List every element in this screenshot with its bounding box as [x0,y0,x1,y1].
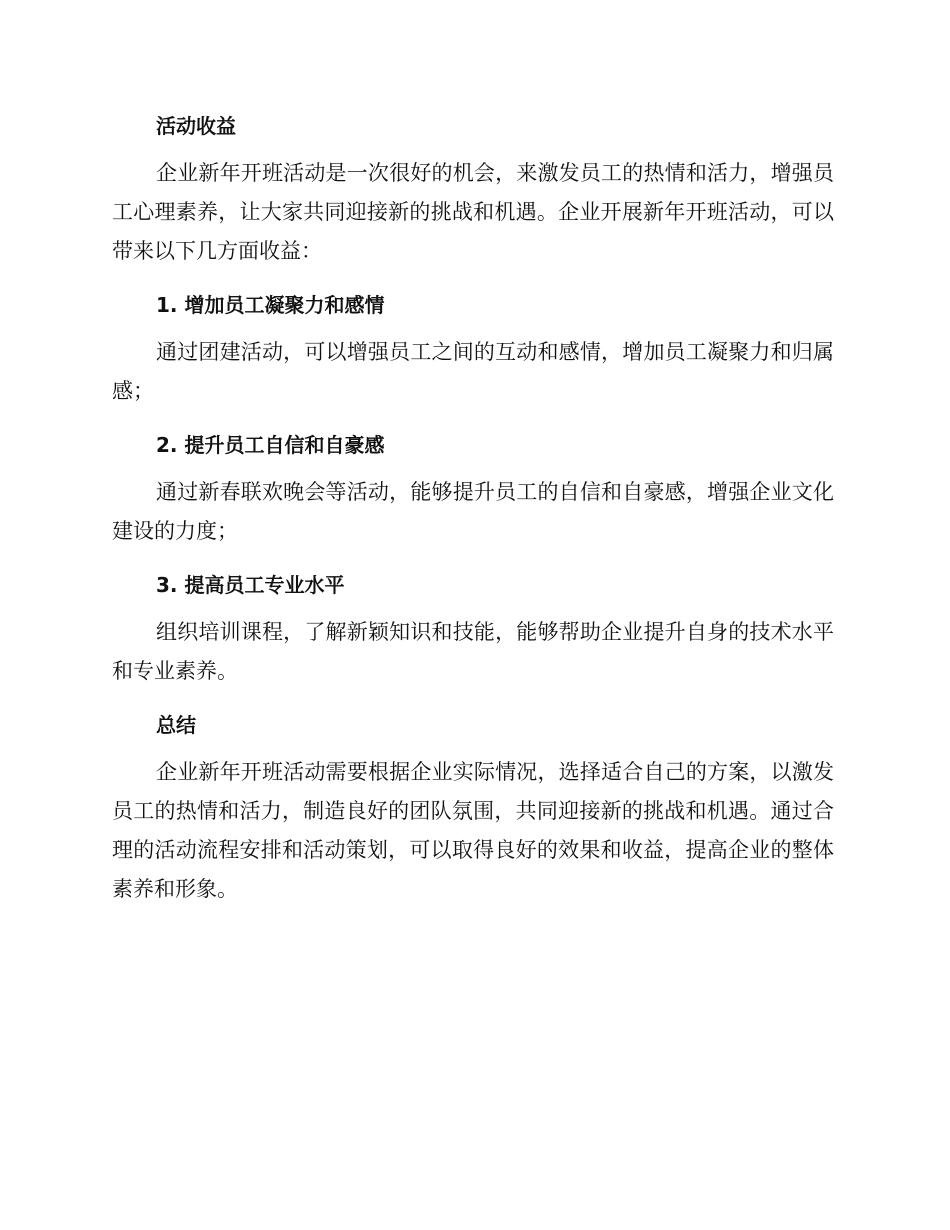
section-paragraph-cohesion: 通过团建活动，可以增强员工之间的互动和感情，增加员工凝聚力和归属感； [112,340,834,403]
section-paragraph-summary: 企业新年开班活动需要根据企业实际情况，选择适合自己的方案，以激发员工的热情和活力，制造良好的团队氛围，共同迎接新的挑战和机遇。通过合理的活动流程安排和活动策划，可以取得良好的效果和收益，提高企业的整体素养和形象。 [112,760,834,901]
section-heading-benefits: 活动收益 [156,114,236,138]
document-page [112,108,834,909]
section-heading-cohesion: 1. 增加员工凝聚力和感情 [156,293,385,317]
section-heading-confidence: 2. 提升员工自信和自豪感 [156,433,385,457]
section-heading-professional: 3. 提高员工专业水平 [156,573,345,597]
section-paragraph-professional: 组织培训课程，了解新颖知识和技能，能够帮助企业提升自身的技术水平和专业素养。 [112,620,834,683]
section-heading-summary: 总结 [156,713,196,737]
section-paragraph-benefits: 企业新年开班活动是一次很好的机会，来激发员工的热情和活力，增强员工心理素养，让大家共同迎接新的挑战和机遇。企业开展新年开班活动，可以带来以下几方面收益： [112,161,834,263]
section-paragraph-confidence: 通过新春联欢晚会等活动，能够提升员工的自信和自豪感，增强企业文化建设的力度； [112,480,834,543]
